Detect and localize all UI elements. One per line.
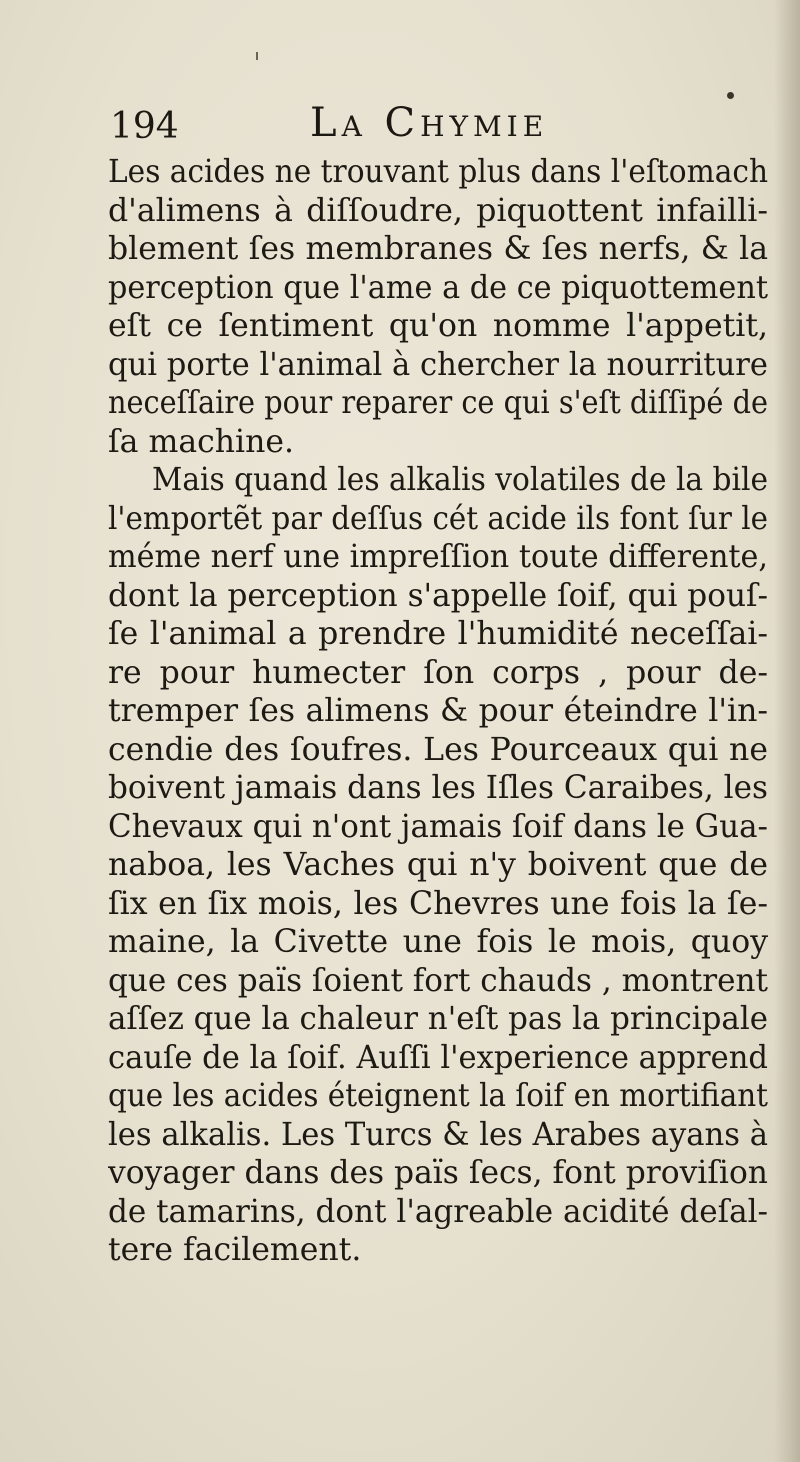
text-line: re pour humecter ſon corps , pour de- [108, 654, 768, 691]
text-line: cendie des ſoufres. Les Pourceaux qui ne [108, 731, 768, 768]
text-line: l'emportẽt par deſſus cét acide ils font ſur le [108, 500, 768, 537]
text-line: qui porte l'animal à chercher la nourriture [108, 346, 768, 383]
text-line: tremper ſes alimens & pour éteindre l'in- [108, 693, 768, 729]
text-line: cauſe de la ſoif. Auſſi l'experience apprend [108, 1039, 768, 1076]
text-line: perception que l'ame a de ce piquottement [108, 269, 768, 306]
text-line: que ces païs ſoient fort chauds , montrent [108, 962, 768, 999]
text-line: de tamarins, dont l'agreable acidité deſal- [108, 1193, 768, 1230]
running-title: La Chymie [310, 100, 549, 146]
ink-spot [727, 92, 734, 99]
page-edge-shadow [774, 0, 800, 1462]
text-line: que les acides éteignent la ſoif en mortifiant [108, 1078, 768, 1114]
page-number: 194 [110, 106, 179, 147]
text-line: tere facilement. [108, 1232, 362, 1268]
text-line: boivent jamais dans les Iſles Caraibes, les [108, 770, 768, 806]
text-line: eſt ce ſentiment qu'on nomme l'appetit, [108, 308, 768, 344]
text-line: Les acides ne trouvant plus dans l'eſtomach [108, 154, 768, 190]
text-line: aſſez que la chaleur n'eſt pas la principale [108, 1001, 768, 1037]
text-line: dont la perception s'appelle ſoif, qui pouſ- [108, 577, 768, 614]
ink-tick [256, 52, 258, 60]
text-line: ſa machine. [108, 423, 295, 460]
text-line: méme nerf une impreſſion toute differente, [108, 539, 768, 575]
text-line: les alkalis. Les Turcs & les Arabes ayans à [108, 1116, 768, 1153]
text-line: maine, la Civette une fois le mois, quoy [108, 924, 768, 960]
text-line: ſe l'animal a prendre l'humidité neceſſai- [108, 616, 768, 652]
text-line: voyager dans des païs ſecs, font proviſion [108, 1155, 768, 1191]
text-line: ſix en ſix mois, les Chevres une fois la ſe- [108, 885, 768, 922]
text-line: naboa, les Vaches qui n'y boivent que de [108, 847, 768, 883]
text-line: blement ſes membranes & ſes nerfs, & la [108, 231, 768, 267]
body-text [108, 153, 768, 1270]
text-line: Chevaux qui n'ont jamais ſoif dans le Gua- [108, 808, 768, 845]
text-line: d'alimens à diſſoudre, piquottent infailli- [108, 192, 768, 229]
text-line: Mais quand les alkalis volatiles de la bile [152, 462, 768, 498]
page-header [110, 100, 730, 150]
text-line: neceſſaire pour reparer ce qui s'eſt diſſipé de [108, 385, 768, 421]
